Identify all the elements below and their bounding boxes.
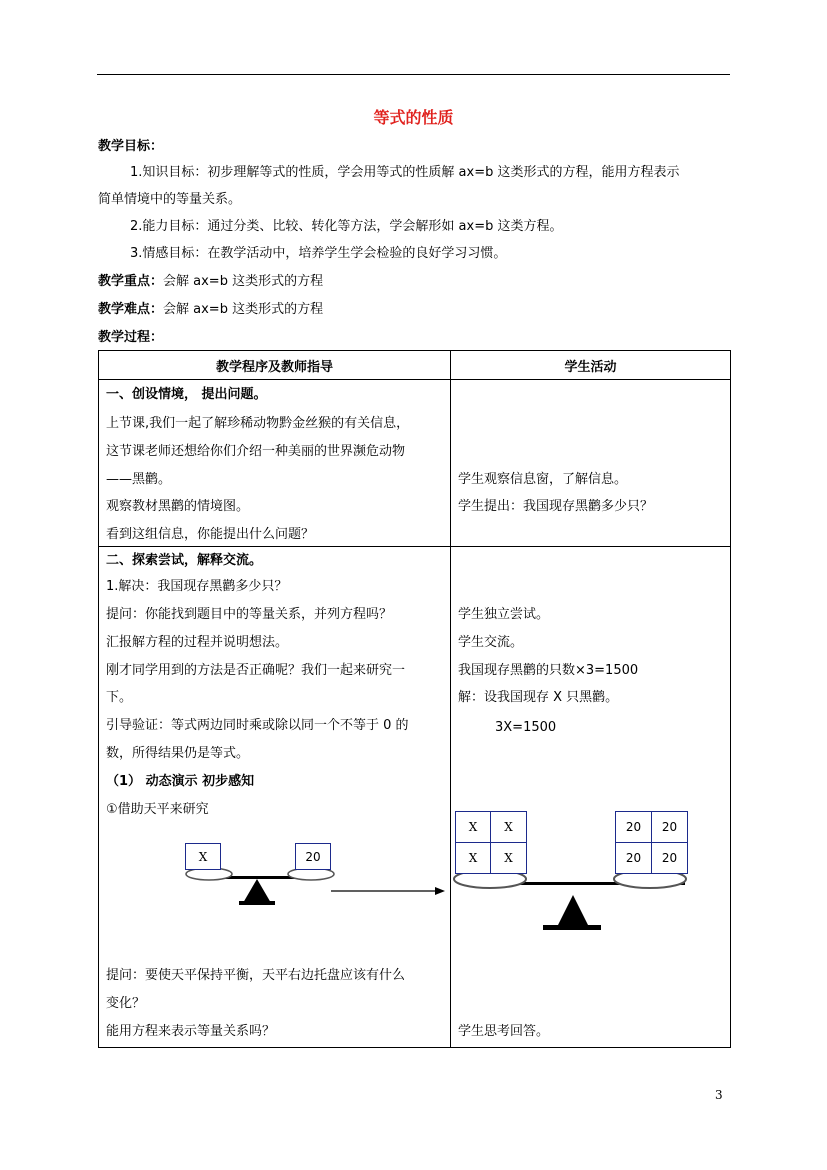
process-heading: 教学过程： [98,330,164,345]
section1-teacher-line: 上节课,我们一起了解珍稀动物黔金丝猴的有关信息， [106,416,410,431]
difficulty [98,301,323,319]
section2-teacher-line: 下。 [106,690,133,705]
weight-box-20: 20 [295,843,331,870]
section1-teacher-line: 这节课老师还想给你们介绍一种美丽的世界濒危动物 [106,444,406,459]
section2-teacher-line: 引导验证：等式两边同时乘或除以同一个不等于 0 的 [106,718,409,733]
table-header-row [99,351,731,380]
section1-teacher-line: 观察教材黑鹳的情境图。 [106,499,250,514]
scale-stand [557,895,589,927]
section1-student-line: 学生观察信息窗，了解信息。 [458,472,628,487]
page-title: 等式的性质 [373,108,454,127]
section2-teacher-line: 数，所得结果仍是等式。 [106,746,250,761]
key-point-label: 教学重点： [98,274,164,289]
objective-line: 2.能力目标：通过分类、比较、转化等方法，学会解形如 ax=b 这类方程。 [130,219,563,234]
balance-scale-small-figure [99,547,451,927]
section2-teacher-line: 变化？ [106,996,146,1011]
demo-subheading: （1） 动态演示 初步感知 [106,774,255,789]
section2-teacher-line: 刚才同学用到的方法是否正确呢？我们一起来研究一 [106,663,406,678]
page-number: 3 [715,1088,723,1102]
section2-student-line: 学生独立尝试。 [458,607,550,622]
demo-item: ①借助天平来研究 [106,802,209,817]
objectives-heading: 教学目标： [98,139,164,154]
weight-box-20: 20 [651,842,688,874]
section1-teacher-line: 看到这组信息，你能提出什么问题？ [106,527,315,542]
section2-student-cell [451,547,731,1048]
arrow-icon [329,885,451,897]
objective-line: 3.情感目标：在教学活动中，培养学生学会检验的良好学习习惯。 [130,246,507,261]
section1-heading: 一、创设情境， 提出问题。 [106,387,267,402]
table-row [99,547,731,1048]
header-rule [97,74,730,75]
section1-student-cell [451,380,731,547]
section2-student-line: 学生思考回答。 [458,1024,550,1039]
weight-box-x: X [455,842,491,874]
section2-teacher-line: 提问：要使天平保持平衡，天平右边托盘应该有什么 [106,968,406,983]
weight-box-20: 20 [615,842,652,874]
key-point-text: 会解 ax=b 这类形式的方程 [163,274,324,289]
objective-line: 1.知识目标：初步理解等式的性质，学会用等式的性质解 ax=b 这类形式的方程，能用方程表示 [130,165,680,180]
difficulty-label: 教学难点： [98,302,164,317]
scale-base [239,901,275,905]
section1-student-line: 学生提出：我国现存黑鹳多少只？ [458,499,654,514]
table-row [99,380,731,547]
section2-student-line: 我国现存黑鹳的只数×3=1500 [458,663,639,678]
section2-heading: 二、探索尝试，解释交流。 [106,553,263,568]
weight-box-x: X [455,811,491,843]
section2-teacher-line: 提问：你能找到题目中的等量关系，并列方程吗？ [106,607,393,622]
section2-teacher-cell [99,547,451,1048]
weight-box-x: X [185,843,221,870]
key-point [98,273,323,291]
balance-scale-large-figure [451,547,731,947]
scale-base [543,925,601,930]
section2-student-line: 3X=1500 [495,720,557,735]
section2-student-line: 解：设我国现存 X 只黑鹳。 [458,690,619,705]
section1-teacher-cell [99,380,451,547]
lesson-table [98,350,731,1048]
header-student: 学生活动 [451,351,731,380]
weight-box-20: 20 [651,811,688,843]
section1-teacher-line: ——黑鹳。 [106,472,172,487]
section2-teacher-line: 汇报解方程的过程并说明想法。 [106,635,289,650]
header-teacher: 教学程序及教师指导 [99,351,451,380]
scale-stand [243,879,271,903]
section2-teacher-line: 能用方程来表示等量关系吗？ [106,1024,276,1039]
objective-line: 简单情境中的等量关系。 [98,192,242,207]
difficulty-text: 会解 ax=b 这类形式的方程 [163,302,324,317]
weight-box-20: 20 [615,811,652,843]
weight-box-x: X [490,842,527,874]
section2-teacher-line: 1.解决：我国现存黑鹳多少只？ [106,579,288,594]
section2-student-line: 学生交流。 [458,635,524,650]
weight-box-x: X [490,811,527,843]
